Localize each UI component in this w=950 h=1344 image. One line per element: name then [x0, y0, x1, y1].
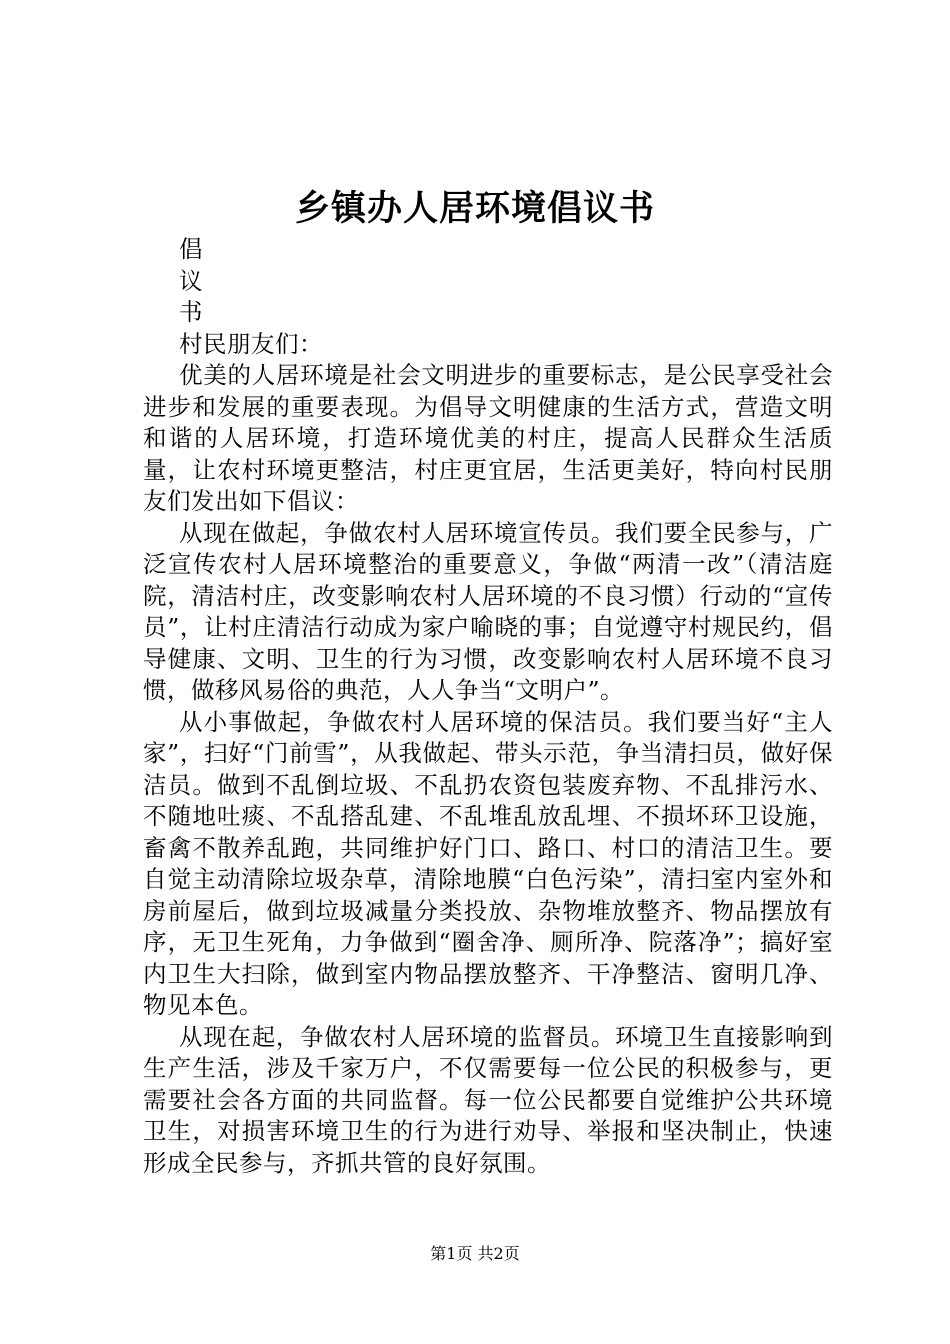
document-body: [143, 234, 833, 1179]
paragraph-publicity: 从现在做起，争做农村人居环境宣传员。我们要全民参与，广泛宣传农村人居环境整治的重要意义，争做“两清一改”（清洁庭院，清洁村庄，改变影响农村人居环境的不良习惯）行动的“宣传员”，让村庄清洁行动成为家户喻晓的事；自觉遵守村规民约，倡导健康、文明、卫生的行为习惯，改变影响农村人居环境不良习惯，做移风易俗的典范，人人争当“文明户”。: [143, 518, 833, 704]
paragraph-cleaning: 从小事做起，争做农村人居环境的保洁员。我们要当好“主人家”，扫好“门前雪”，从我做起、带头示范，争当清扫员，做好保洁员。做到不乱倒垃圾、不乱扔农资包装废弃物、不乱排污水、不随地吐痰、不乱搭乱建、不乱堆乱放乱埋、不损坏环卫设施，畜禽不散养乱跑，共同维护好门口、路口、村口的清洁卫生。要自觉主动清除垃圾杂草，清除地膜“白色污染”，清扫室内室外和房前屋后，做到垃圾减量分类投放、杂物堆放整齐、物品摆放有序，无卫生死角，力争做到“圈舍净、厕所净、院落净”；搞好室内卫生大扫除，做到室内物品摆放整齐、干净整洁、窗明几净、物见本色。: [143, 707, 833, 1019]
heading-char-3: 书: [179, 298, 203, 326]
salutation: 村民朋友们：: [179, 329, 323, 358]
page-footer: 第1页 共2页: [430, 1244, 520, 1263]
heading-char-1: 倡: [179, 235, 203, 263]
document-title: 乡镇办人居环境倡议书: [294, 188, 655, 229]
heading-char-2: 议: [179, 266, 203, 295]
paragraph-intro: 优美的人居环境是社会文明进步的重要标志，是公民享受社会进步和发展的重要表现。为倡导文明健康的生活方式，营造文明和谐的人居环境，打造环境优美的村庄，提高人民群众生活质量，让农村环境更整洁，村庄更宜居，生活更美好，特向村民朋友们发出如下倡议：: [143, 361, 833, 515]
paragraph-supervision: 从现在起，争做农村人居环境的监督员。环境卫生直接影响到生产生活，涉及千家万户，不仅需要每一位公民的积极参与，更需要社会各方面的共同监督。每一位公民都要自觉维护公共环境卫生，对损害环境卫生的行为进行劝导、举报和坚决制止，快速形成全民参与，齐抓共管的良好氛围。: [143, 1022, 833, 1177]
